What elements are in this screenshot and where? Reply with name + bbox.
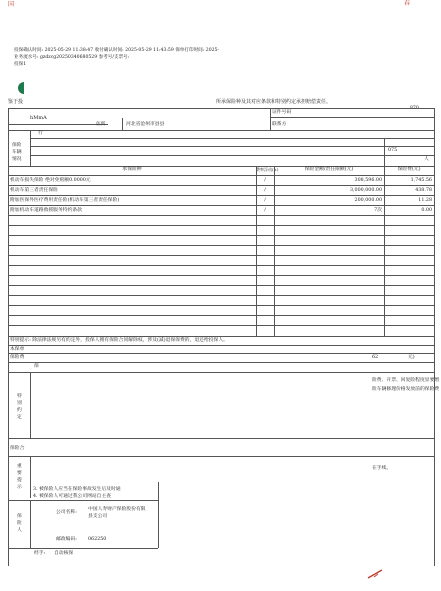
- table-row-1-rate: /: [264, 188, 266, 193]
- special-terms-text-1: 险费、开票、回复险程度显要增: [372, 378, 440, 383]
- vehicle-unit: 人: [424, 157, 429, 162]
- important-item-4: 4. 被保险人可通过我公司网站自主查: [33, 494, 112, 499]
- period-label: 保: [34, 364, 39, 369]
- insurer-label-2: 险: [17, 521, 22, 526]
- premium-total-unit: 元): [408, 355, 415, 360]
- address-value: 河北省沧州市县县: [126, 122, 165, 127]
- table-row-0-name: 机动车损失保险 绝对免赔额0.0000元: [10, 178, 91, 183]
- table-row-1-name: 机动车第三者责任保险: [10, 188, 58, 193]
- premium-total-label: 本保单: [10, 347, 25, 352]
- table-row-2-rate: /: [264, 198, 266, 203]
- important-item-3: 3. 被保险人应当在保险事故发生后及时通: [33, 487, 121, 492]
- vehicle-label-2: 车辆: [12, 150, 22, 155]
- table-row-2-name: 附加医保外医疗费用责任险(机动车第三者责任保险): [10, 198, 120, 203]
- vehicle-value: 075: [388, 148, 398, 153]
- company-logo-icon: [18, 82, 24, 94]
- meta-line-2: 业务流水号: gzdzcg20250340680529 参考号/支票号:: [14, 55, 130, 60]
- company-name-label: 公司名称:: [56, 510, 77, 515]
- insured-name: hMmA: [30, 115, 47, 121]
- important-label-3: 提: [17, 478, 22, 483]
- corner-mark-right: 春: [404, 0, 411, 7]
- contact-label: 联系方: [272, 122, 287, 127]
- special-terms-label-2: 别: [17, 401, 22, 406]
- special-terms-label-3: 约: [17, 408, 22, 413]
- special-terms-label-4: 定: [17, 415, 22, 420]
- handler-value: 自动核保: [54, 551, 74, 556]
- insurer-label-3: 人: [17, 528, 22, 533]
- th-rate: 费率浮动(±): [256, 167, 279, 172]
- table-row-2-amount: 200,000.00: [354, 198, 382, 203]
- row-label: 行: [38, 131, 43, 136]
- insurer-label-1: 保: [17, 514, 22, 519]
- corner-mark-left: 国: [8, 1, 15, 8]
- notice-left: 鉴于投: [8, 99, 24, 105]
- postcode-value: 062250: [88, 537, 107, 542]
- table-row-2-premium: 11.28: [418, 198, 432, 203]
- special-terms-text-2: 险车辆修理价格发放前的保险费: [372, 387, 440, 392]
- table-row-3-name: 附加机动车道路救援服务特约条款: [10, 208, 82, 213]
- notice-right: 所承保险种及其对应条款和特别约定承担赔偿责任。: [216, 99, 332, 105]
- table-row-3-rate: /: [264, 208, 266, 213]
- meta-line-3: 投保1: [14, 62, 27, 67]
- table-row-0-amount: 308,596.00: [354, 178, 382, 183]
- company-name-value: 中国人寿财产保险股份有限: [88, 507, 146, 512]
- special-terms-label-1: 特: [17, 394, 22, 399]
- meta-line-1: 投保确认时间: 2025-05-29 11:38:47 收付确认时间: 2025-05-29 11:43:59 保单打印时间: 2025-: [14, 48, 220, 53]
- important-label-1: 重: [17, 464, 22, 469]
- id-label: 证件号码: [272, 110, 292, 115]
- table-row-3-amount: 7次: [374, 208, 382, 213]
- vehicle-label-3: 情况: [12, 157, 22, 162]
- special-tip: 特别提示: 除法律法规另有约定外，投保人拥有保险合同解除权，涉及(减)退保保费的，退还给投保人。: [10, 338, 228, 343]
- signature-stroke-icon: [366, 568, 386, 580]
- premium-total-value: 62: [372, 355, 379, 360]
- important-right-text: 在手续。: [372, 466, 392, 471]
- handler-label: 经手:: [34, 551, 46, 556]
- th-amount: 保险金额/责任限额(元): [304, 167, 354, 172]
- table-row-1-premium: 438.78: [415, 188, 432, 193]
- vehicle-label-1: 保险: [12, 143, 22, 148]
- th-coverage: 承保险种: [122, 167, 142, 172]
- company-name-value-2: 县支公司: [88, 514, 108, 519]
- important-label-4: 示: [17, 485, 22, 490]
- postcode-label: 邮政编码:: [56, 537, 77, 542]
- table-row-3-premium: 0.00: [421, 208, 432, 213]
- important-label-2: 要: [17, 471, 22, 476]
- policy-number-fragment: 870: [410, 106, 419, 111]
- table-row-0-rate: /: [264, 178, 266, 183]
- table-row-1-amount: 3,000,000.00: [349, 188, 382, 193]
- address-label: 住所: [96, 122, 106, 127]
- th-premium: 保险费(元): [397, 167, 421, 172]
- contract-label: 保险合: [10, 446, 25, 451]
- table-row-0-premium: 1,745.56: [410, 178, 432, 183]
- premium-total-label-2: 保险费: [10, 355, 25, 360]
